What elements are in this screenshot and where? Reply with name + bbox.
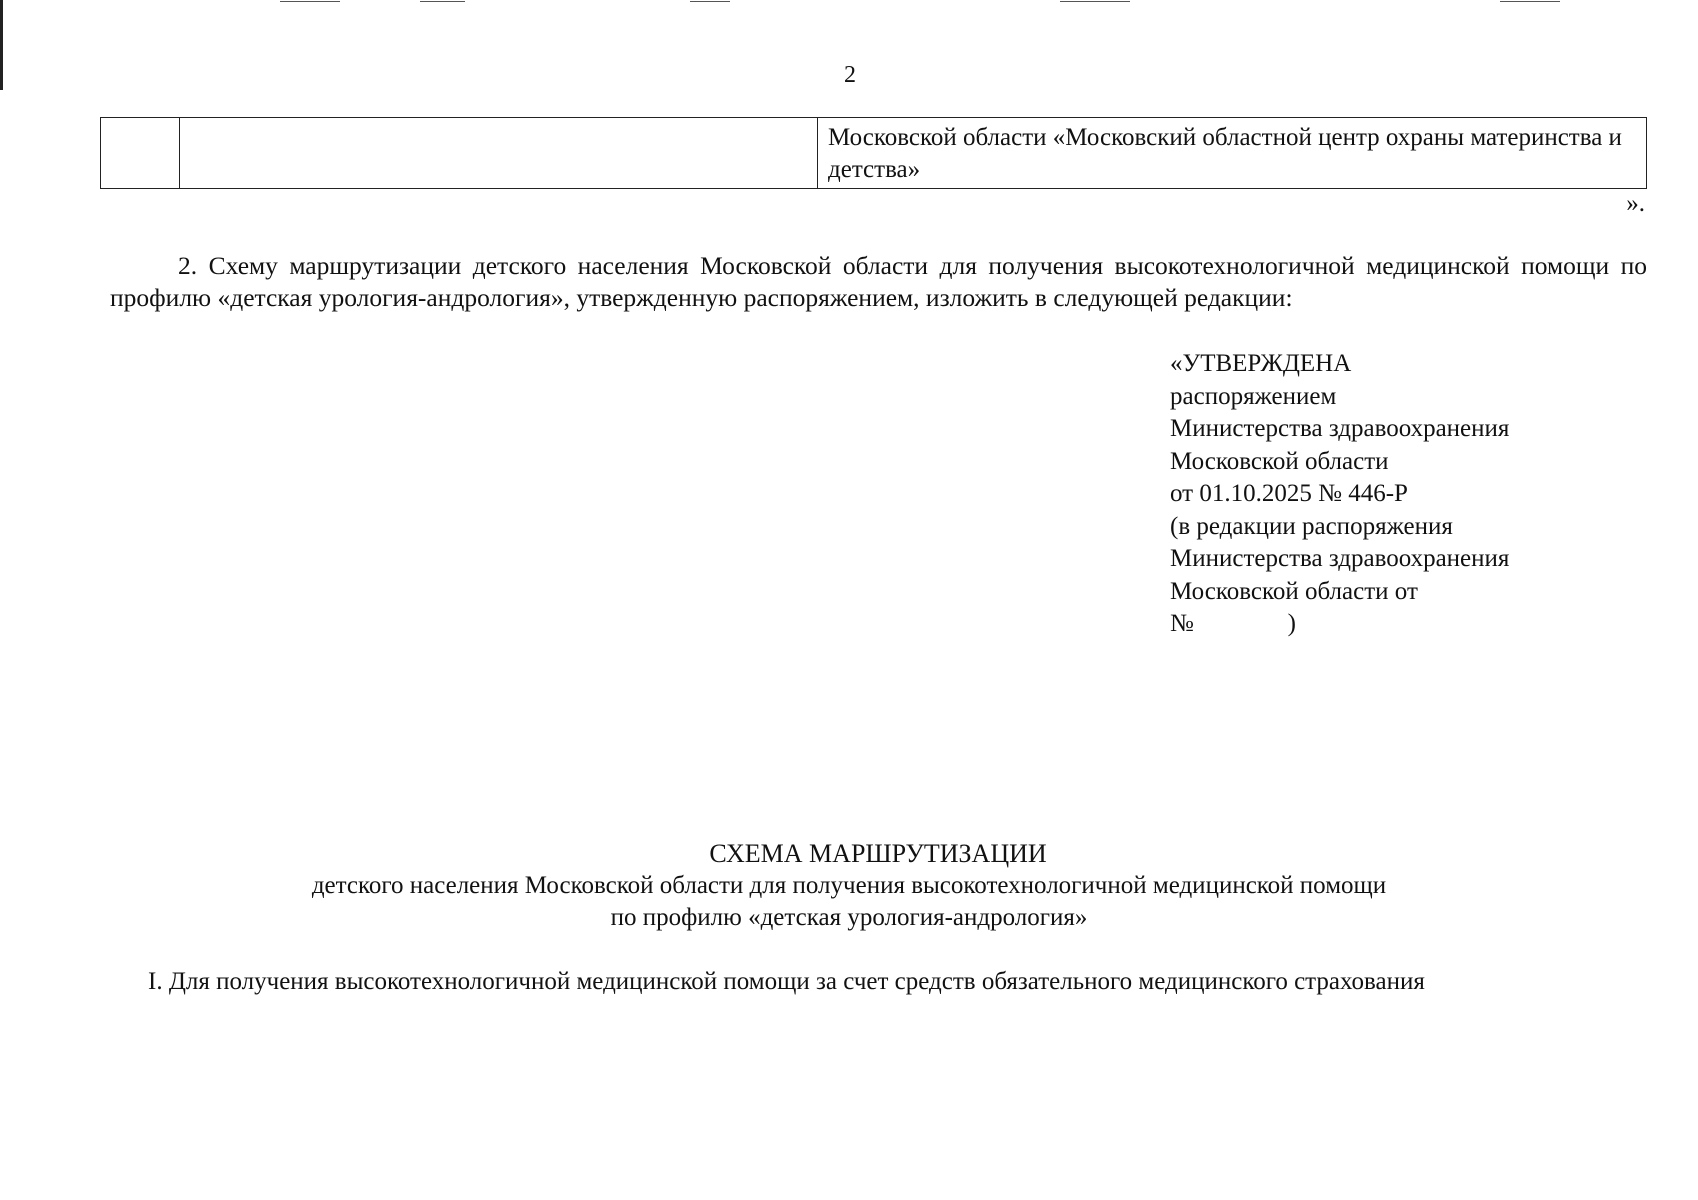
scheme-subtitle-line: детского населения Московской области для получения высокотехнологичной медицинской помощи (311, 872, 1387, 899)
approval-line: Московской области от (1170, 577, 1418, 605)
scheme-heading: СХЕМА МАРШРУТИЗАЦИИ (709, 839, 1047, 868)
amendment-paragraph: 2. Схему маршрутизации детского населения Московской области для получения высокотехнологичной медицинской помощи по профилю «детская урология-андрология», утвержденную распоряжением, изложить в следующей редакции: (110, 251, 1647, 312)
scheme-title-block (0, 838, 1698, 934)
approval-line: № ) (1170, 610, 1296, 637)
scan-edge-mark (0, 0, 3, 90)
scan-top-marks (0, 0, 1698, 4)
approval-line: Министерства здравоохранения (1170, 545, 1510, 572)
table-cell-organization: Московской области «Московский областной центр охраны материнства и детства» (818, 118, 1647, 189)
table-cell-name (180, 118, 818, 189)
approval-line: от 01.10.2025 № 446-Р (1170, 480, 1408, 507)
scheme-subtitle-line: по профилю «детская урология-андрология» (610, 904, 1088, 931)
approval-line: «УТВЕРЖДЕНА (1170, 350, 1352, 377)
approval-line: Московской области (1170, 447, 1389, 475)
approval-line: распоряжением (1170, 382, 1337, 410)
approval-line: Министерства здравоохранения (1170, 415, 1510, 442)
approval-line: (в редакции распоряжения (1170, 512, 1453, 540)
section-heading: I. Для получения высокотехнологичной медицинской помощи за счет средств обязательного медицинского страхования (148, 968, 1425, 995)
approval-stamp-block (1170, 348, 1509, 641)
table-row (101, 118, 1647, 189)
closing-quote: ». (1626, 190, 1645, 217)
page-number: 2 (844, 62, 856, 88)
table-cell-number (101, 118, 180, 189)
continued-table (100, 117, 1647, 189)
